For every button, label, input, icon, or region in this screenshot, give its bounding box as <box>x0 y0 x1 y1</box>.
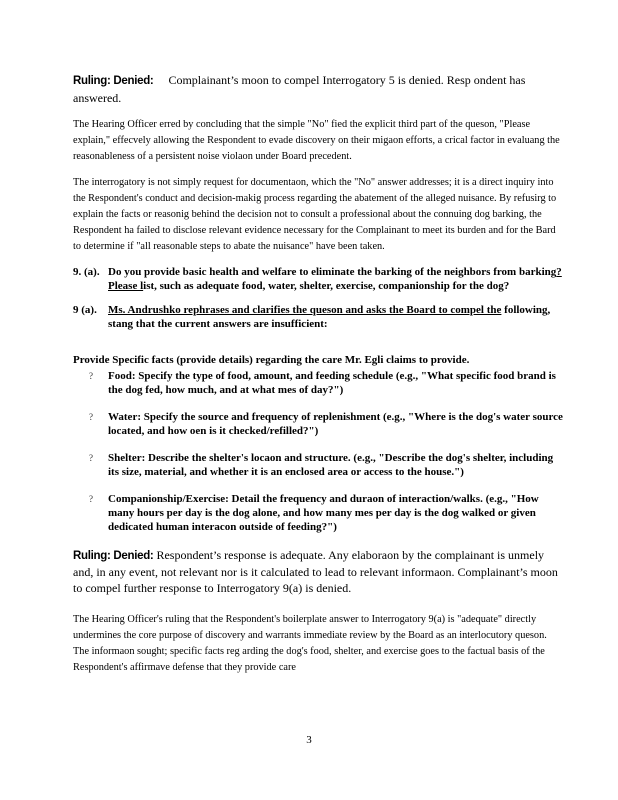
bullet-icon: ? <box>89 453 93 463</box>
provide-specific-facts: Provide Specific facts (provide details) regarding the care Mr. Egli claims to provide. <box>73 354 470 366</box>
list-item <box>73 369 563 397</box>
interrogatory-text-part: Do you provide basic health and welfare to eliminate the barking of the neighbors from barking <box>108 266 557 278</box>
interrogatory-number: 9 (a). <box>73 304 97 316</box>
clarification-text-part: following, stang that the current answers are insufficient: <box>108 304 551 330</box>
interrogatory-number: 9. (a). <box>73 266 100 278</box>
ruling-text: Respondent’s response is adequate. Any elaboraon by the complainant is unmely and, in any event, not relevant nor is it calculated to lead to relevant informaon. Complainant’s moon to compel further response to Interrogatory 9(a) is denied. <box>73 548 558 595</box>
interrogatory-text-part: ist, such as adequate food, water, shelter, exercise, companionship for the dog? <box>143 280 510 292</box>
bullet-icon: ? <box>89 412 93 422</box>
ruling-2 <box>73 547 563 596</box>
clarification-underlined: Ms. Andrushko rephrases and clarifies the queson and asks the Board to compel the <box>108 304 502 316</box>
list-item <box>73 410 563 438</box>
interrogatory-9a-clarification <box>73 303 563 331</box>
interrogatory-9a <box>73 265 563 293</box>
bullet-text: Water: Specify the source and frequency of replenishment (e.g., "Where is the dog's water source located, and how oen is it checked/refilled?") <box>108 411 563 437</box>
interrogatory-text-underlined: ? Please l <box>108 266 562 292</box>
paragraph-1: The Hearing Officer erred by concluding that the simple "No" fied the explicit third part of the queson, "Please explain," effecvely allowing the Respondent to evade discovery on their migaon efforts, a crical factor in evaluang the reasonableness of a persistent noise violaon under Board precedent. <box>73 119 560 162</box>
interrogatory-text <box>108 265 563 293</box>
list-item <box>73 451 563 479</box>
bullet-text: Shelter: Describe the shelter's locaon and structure. (e.g., "Describe the dog's shelter, including its size, material, and whether it is an enclosed area or access to the house.") <box>108 452 554 478</box>
bullet-text: Companionship/Exercise: Detail the frequency and duraon of interaction/walks. (e.g., "How many hours per day is the dog alone, and how many mes per day is the dog walked or given dedicated human interacon outside of feeding?") <box>108 493 539 533</box>
bullet-icon: ? <box>89 494 93 504</box>
paragraph-2: The interrogatory is not simply request for documentaon, which the "No" answer addresses; it is a direct inquiry into the Respondent's conduct and decision-makig process regarding the abatement of the alleged nuisance. By refusirg to explain the facts or reasonig behind the decision not to consult a professional about the connuing dog barking, the Respondent ha failed to disclose relevant evidence necessary for the Complainant to meet its burden and for the Bard to determine if "all reasonable steps to abate the nuisance" have been taken. <box>73 177 557 252</box>
bullet-icon: ? <box>89 371 93 381</box>
ruling-text: Complainant’s moon to compel Interrogatory 5 is denied. Resp ondent has answered. <box>73 73 526 105</box>
ruling-label: Ruling: Denied: <box>73 550 154 562</box>
paragraph-3: The Hearing Officer's ruling that the Respondent's boilerplate answer to Interrogatory 9(a) is "adequate" directly undermines the core purpose of discovery and warrants immediate review by the Board as an interlocutory queson. The informaon sought; specific facts reg arding the dog's food, shelter, and exercise goes to the factual basis of the Respondent's affirmave defense that they provide care <box>73 614 547 673</box>
bullet-text: Food: Specify the type of food, amount, and feeding schedule (e.g., "What specific food brand is the dog fed, how much, and at what mes of day?") <box>108 370 556 396</box>
ruling-label: Ruling: Denied: <box>73 75 154 87</box>
list-item <box>73 492 563 534</box>
document-body <box>73 72 563 686</box>
ruling-1 <box>73 72 563 107</box>
clarification-text <box>108 303 563 331</box>
bullet-list <box>73 369 563 534</box>
page-number: 3 <box>306 734 312 746</box>
